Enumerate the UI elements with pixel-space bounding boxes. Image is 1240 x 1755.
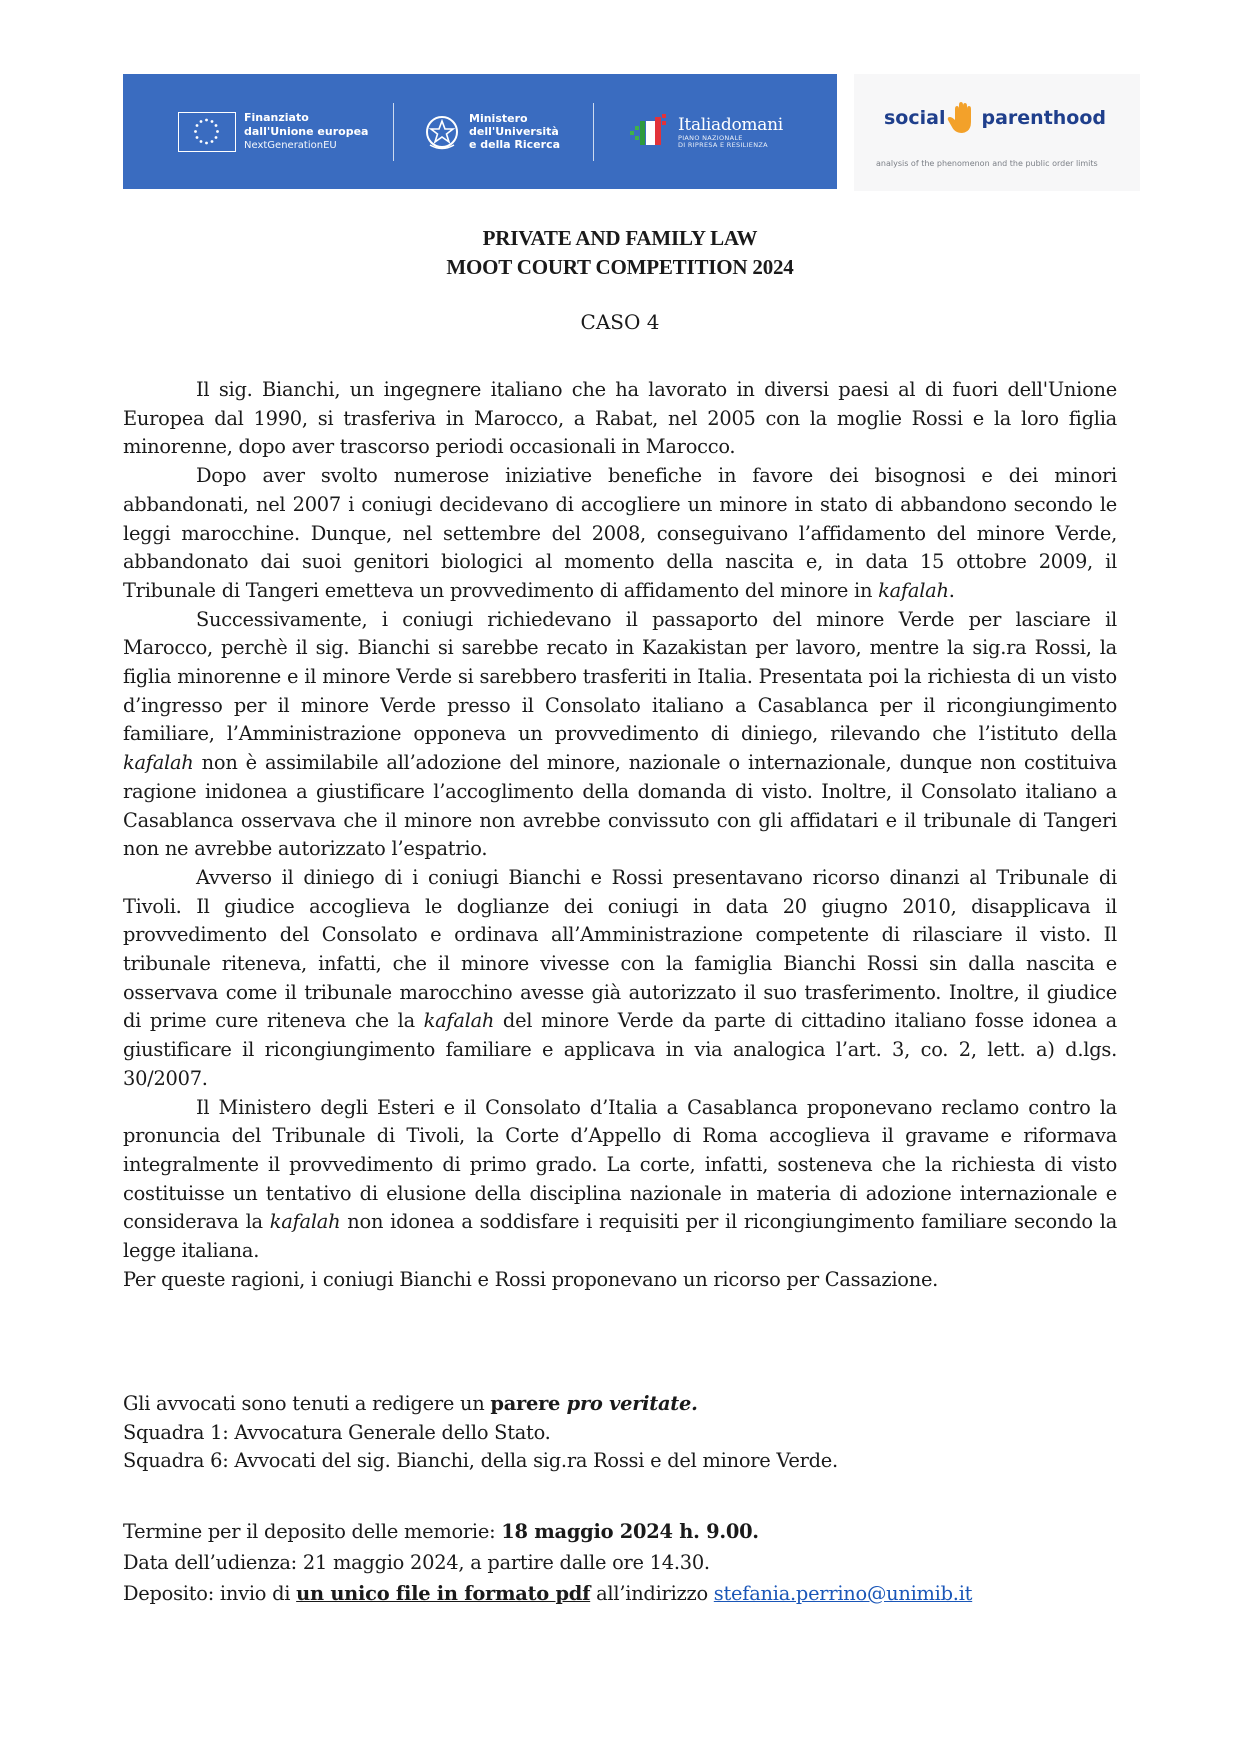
task-prefix: Gli avvocati sono tenuti a redigere un <box>123 1392 491 1415</box>
case-body <box>123 376 1117 1295</box>
social-parenthood-logo <box>854 74 1140 191</box>
italiadomani-title: Italiadomani <box>678 114 783 135</box>
email-link[interactable]: stefania.perrino@unimib.it <box>713 1582 973 1605</box>
p5-italic: kafalah <box>269 1210 341 1234</box>
p3-italic: kafalah <box>123 751 194 775</box>
paragraph-3 <box>123 606 1117 864</box>
deposit-prefix: Deposito: invio di <box>123 1582 297 1605</box>
p2-italic: kafalah <box>878 578 949 602</box>
sp-word-parenthood: parenthood <box>981 107 1107 129</box>
italiadomani-sub-2: DI RIPRESA E RESILIENZA <box>678 140 768 149</box>
eu-line-3: NextGenerationEU <box>244 139 337 151</box>
p6-text: Per queste ragioni, i coniugi Bianchi e Rossi proponevano un ricorso per Cassazione. <box>123 1267 939 1291</box>
deadlines-block <box>123 1516 1117 1609</box>
p3-text-a: Successivamente, i coniugi richiedevano il passaporto del minore Verde per lasciare il Marocco, perchè il sig. Bianchi si sarebbe recato in Kazakistan per lavoro, mentre la sig.ra Rossi, la figlia minorenne e il minore Verde si sarebbero trasferiti in Italia. Presentata poi la richiesta di un visto d’ingresso per il minore Verde presso il Consolato italiano a Casablanca per il ricongiungimento familiare, l’Amministrazione opponeva un provvedimento di diniego, rilevando che l’istituto della <box>123 607 1117 746</box>
ministry-logo <box>394 74 593 189</box>
paragraph-6 <box>123 1266 1117 1295</box>
italiadomani-sub-1: PIANO NAZIONALE <box>678 133 743 142</box>
italiadomani-mark-icon <box>626 109 672 155</box>
eu-line-1: Finanziato <box>244 110 309 124</box>
deadline-value: 18 maggio 2024 h. 9.00. <box>501 1520 759 1543</box>
mur-line-3: e della Ricerca <box>469 138 561 151</box>
deposit-mid: all’indirizzo <box>590 1582 714 1605</box>
eu-funding-logo <box>123 74 393 189</box>
p4-text-a: Avverso il diniego di i coniugi Bianchi e Rossi presentavano ricorso dinanzi al Tribunale di Tivoli. Il giudice accoglieva le doglianze dei coniugi in data 20 giugno 2010, disapplicava il provvedimento del Consolato e ordinava all’Amministrazione competente di rilasciare il visto. Il tribunale riteneva, infatti, che il minore vivesse con la famiglia Bianchi Rossi sin dalla nascita e osservava come il tribunale marocchino avesse già autorizzato il suo trasferimento. Inoltre, il giudice di prime cure riteneva che la <box>123 865 1117 1033</box>
case-number: CASO 4 <box>580 310 660 334</box>
p2-end: . <box>948 578 955 602</box>
paragraph-1 <box>123 376 1117 462</box>
hearing-line: Data dell’udienza: 21 maggio 2024, a partire dalle ore 14.30. <box>123 1551 710 1574</box>
p5-text-b: non idonea a soddisfare i requisiti per il ricongiungimento familiare secondo la legge italiana. <box>123 1210 1118 1263</box>
deposit-line <box>123 1578 1117 1609</box>
deadline-line <box>123 1516 1117 1547</box>
task-bold: parere <box>490 1392 567 1415</box>
p4-italic: kafalah <box>423 1009 495 1033</box>
deadline-label: Termine per il deposito delle memorie: <box>123 1520 502 1543</box>
eu-flag-icon <box>178 112 236 152</box>
doc-title-line-1: PRIVATE AND FAMILY LAW <box>482 226 758 250</box>
paragraph-4 <box>123 864 1117 1094</box>
deposit-bold: un unico file in formato pdf <box>296 1582 591 1605</box>
hand-icon <box>946 100 980 136</box>
italian-emblem-icon <box>424 112 460 152</box>
p1-text: Il sig. Bianchi, un ingegnere italiano che ha lavorato in diversi paesi al di fuori dell'Unione Europea dal 1990, si trasferiva in Marocco, a Rabat, nel 2005 con la moglie Rossi e la loro figlia minorenne, dopo aver trascorso periodi occasionali in Marocco. <box>123 378 1117 459</box>
doc-title-line-2: MOOT COURT COMPETITION 2024 <box>446 255 794 279</box>
mur-line-1: Ministero <box>469 112 528 125</box>
team-1: Squadra 1: Avvocatura Generale dello Stato. <box>123 1420 551 1444</box>
task-block <box>123 1390 1117 1476</box>
p5-text-a: Il Ministero degli Esteri e il Consolato d’Italia a Casablanca proponevano reclamo contro la pronuncia del Tribunale di Tivoli, la Corte d’Appello di Roma accoglieva il gravame e riformava integralmente il provvedimento di primo grado. La corte, infatti, sosteneva che la richiesta di visto costituisse un tentativo di elusione della disciplina nazionale in materia di adozione internazionale e considerava la <box>123 1095 1117 1234</box>
italiadomani-logo <box>594 74 837 189</box>
sp-word-social: social <box>884 107 946 129</box>
task-bold-italic: pro veritate. <box>566 1392 698 1415</box>
p2-text: Dopo aver svolto numerose iniziative benefiche in favore dei bisognosi e dei minori abbandonati, nel 2007 i coniugi decidevano di accogliere un minore in stato di abbandono secondo le leggi marocchine. Dunque, nel settembre del 2008, conseguivano l’affidamento del minore Verde, abbandonato dai suoi genitori biologici al momento della nascita e, in data 15 ottobre 2009, il Tribunale di Tangeri emetteva un provvedimento di affidamento del minore in <box>123 464 1117 602</box>
paragraph-5 <box>123 1094 1117 1266</box>
funding-banner <box>123 74 837 189</box>
sp-tagline: analysis of the phenomenon and the public order limits <box>876 159 1098 168</box>
task-line <box>123 1390 1117 1419</box>
p4-text-b: del minore Verde da parte di cittadino italiano fosse idonea a giustificare il ricongiungimento familiare e applicava in via analogica l’art. 3, co. 2, lett. a) d.lgs. 30/2007. <box>123 1009 1117 1090</box>
p3-text-b: non è assimilabile all’adozione del minore, nazionale o internazionale, dunque non costituiva ragione inidonea a giustificare l’accoglimento della domanda di visto. Inoltre, il Consolato italiano a Casablanca osservava che il minore non avrebbe convissuto con gli affidatari e il tribunale di Tangeri non ne avrebbe autorizzato l’espatrio. <box>123 751 1117 861</box>
team-6: Squadra 6: Avvocati del sig. Bianchi, della sig.ra Rossi e del minore Verde. <box>123 1449 838 1473</box>
paragraph-2 <box>123 462 1117 606</box>
eu-line-2: dall'Unione europea <box>244 124 369 138</box>
mur-line-2: dell'Università <box>469 125 559 138</box>
